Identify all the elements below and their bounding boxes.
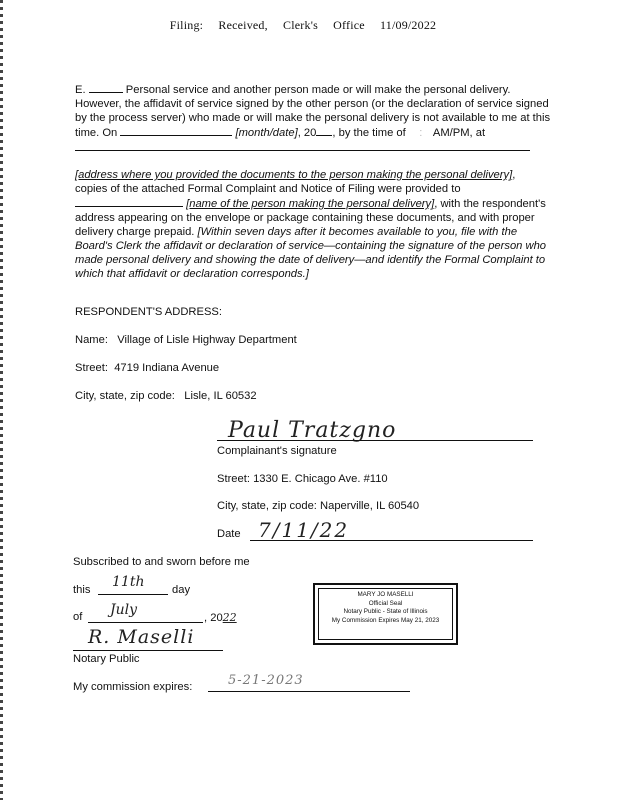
section-e-line1: Personal service and another person made or will make the personal delivery. [125,84,511,96]
notary-subscribed: Subscribed to and sworn before me [73,556,250,568]
monthdate-hint: [month/date] [235,127,298,139]
notary-seal-stamp [313,583,458,645]
complainant-street-value: 1330 E. Chicago Ave. #110 [253,473,388,485]
date-blank [120,125,232,136]
respondent-city-value: Lisle, IL 60532 [184,390,257,402]
filing-header [0,18,618,33]
respondent-name-label: Name: [75,334,108,346]
notary-month-value: July [110,602,138,618]
notary-day-value: 11th [112,574,145,590]
notary-commission-label: My commission expires: [73,681,193,693]
ampm-text: AM/PM, at [432,127,486,139]
notary-this: this [73,584,91,596]
scan-edge [0,0,3,800]
complainant-city-label: City, state, zip code: [217,500,317,512]
header-office: Office [333,18,365,32]
notary-signature: R. Maselli [88,626,195,648]
section-e-label: E. [75,84,86,96]
notary-of: of [73,611,83,623]
header-date: 11/09/2022 [380,18,437,32]
italic-note: [Within seven days after it becomes available to you, file with the Board's Clerk the affidavit or declaration of service—containing the signature of the person who made personal delivery and showing the date of delivery—and identify the Formal Complaint to which that affidavit or declaration corresponds.] [75,226,547,280]
complainant-signature-label: Complainant's signature [217,445,337,457]
complainant-signature-line [217,440,533,441]
complainant-street-label: Street: [217,473,250,485]
notary-year-row [204,611,237,624]
notary-signature-line [73,650,223,651]
stamp-name: MARY JO MASELLI [357,591,414,598]
respondent-street-row [75,362,219,374]
address-line [75,150,530,151]
respondent-heading: RESPONDENT'S ADDRESS: [75,306,222,318]
respondent-city-label: City, state, zip code: [75,390,175,402]
notary-public-label: Notary Public [73,653,140,665]
delivery-person-blank [75,196,183,207]
notary-year-value: 22 [222,611,237,624]
section-e-continued-text [75,168,550,281]
notary-commission-value: 5-21-2023 [228,673,304,688]
respondent-name-row [75,334,297,346]
notary-day-line [98,594,168,595]
notary-commission-line [208,691,410,692]
header-filing: Filing: [169,18,204,32]
section-e-line2: However, the affidavit of service signed by the other person (or the declaration of service signed by the process server) who made or will make the personal delivery is not available to me at this time. On [75,98,551,139]
stamp-expires: My Commission Expires May 21, 2023 [331,616,440,624]
checkbox-blank [89,82,123,93]
notary-year-prefix: , 20 [204,612,223,624]
notary-month-line [88,622,203,623]
year-prefix: , 20 [297,127,317,139]
respondent-city-row [75,390,257,402]
section-e-continued [75,168,550,281]
complainant-date-line [250,540,533,541]
complainant-city-row [217,500,419,512]
stamp-state: Notary Public - State of Illinois [343,608,428,615]
section-e [75,82,555,140]
by-the-time: , by the time of [332,127,406,139]
complainant-signature: Paul Tratzgno [228,418,397,443]
name-hint: [name of the person making the personal delivery] [186,198,435,210]
stamp-seal: Official Seal [368,599,403,607]
copies-text: , copies of the attached Formal Complaint and Notice of Filing were provided to [75,169,516,195]
address-hint: [address where you provided the documents to the person making the personal delivery] [75,169,513,181]
notary-day-label: day [172,584,191,596]
year-blank [316,125,332,136]
complainant-city-value: Naperville, IL 60540 [320,500,420,512]
respondent-street-value: 4719 Indiana Avenue [114,362,220,374]
complainant-street-row [217,473,388,485]
header-clerks: Clerk's [283,18,318,32]
time-separator: : [419,127,423,139]
notary-seal-inner [318,588,453,640]
complainant-date-value: 7/11/22 [258,518,350,542]
respondent-street-label: Street: [75,362,108,374]
respondent-name-value: Village of Lisle Highway Department [117,334,297,346]
with-the-text: , with the respondent's address appearing on the envelope or package containing these documents, and with proper delivery charge prepaid. [75,198,546,238]
header-received: Received, [218,18,268,32]
section-e-text [75,82,555,140]
complainant-date-label: Date [217,528,241,540]
